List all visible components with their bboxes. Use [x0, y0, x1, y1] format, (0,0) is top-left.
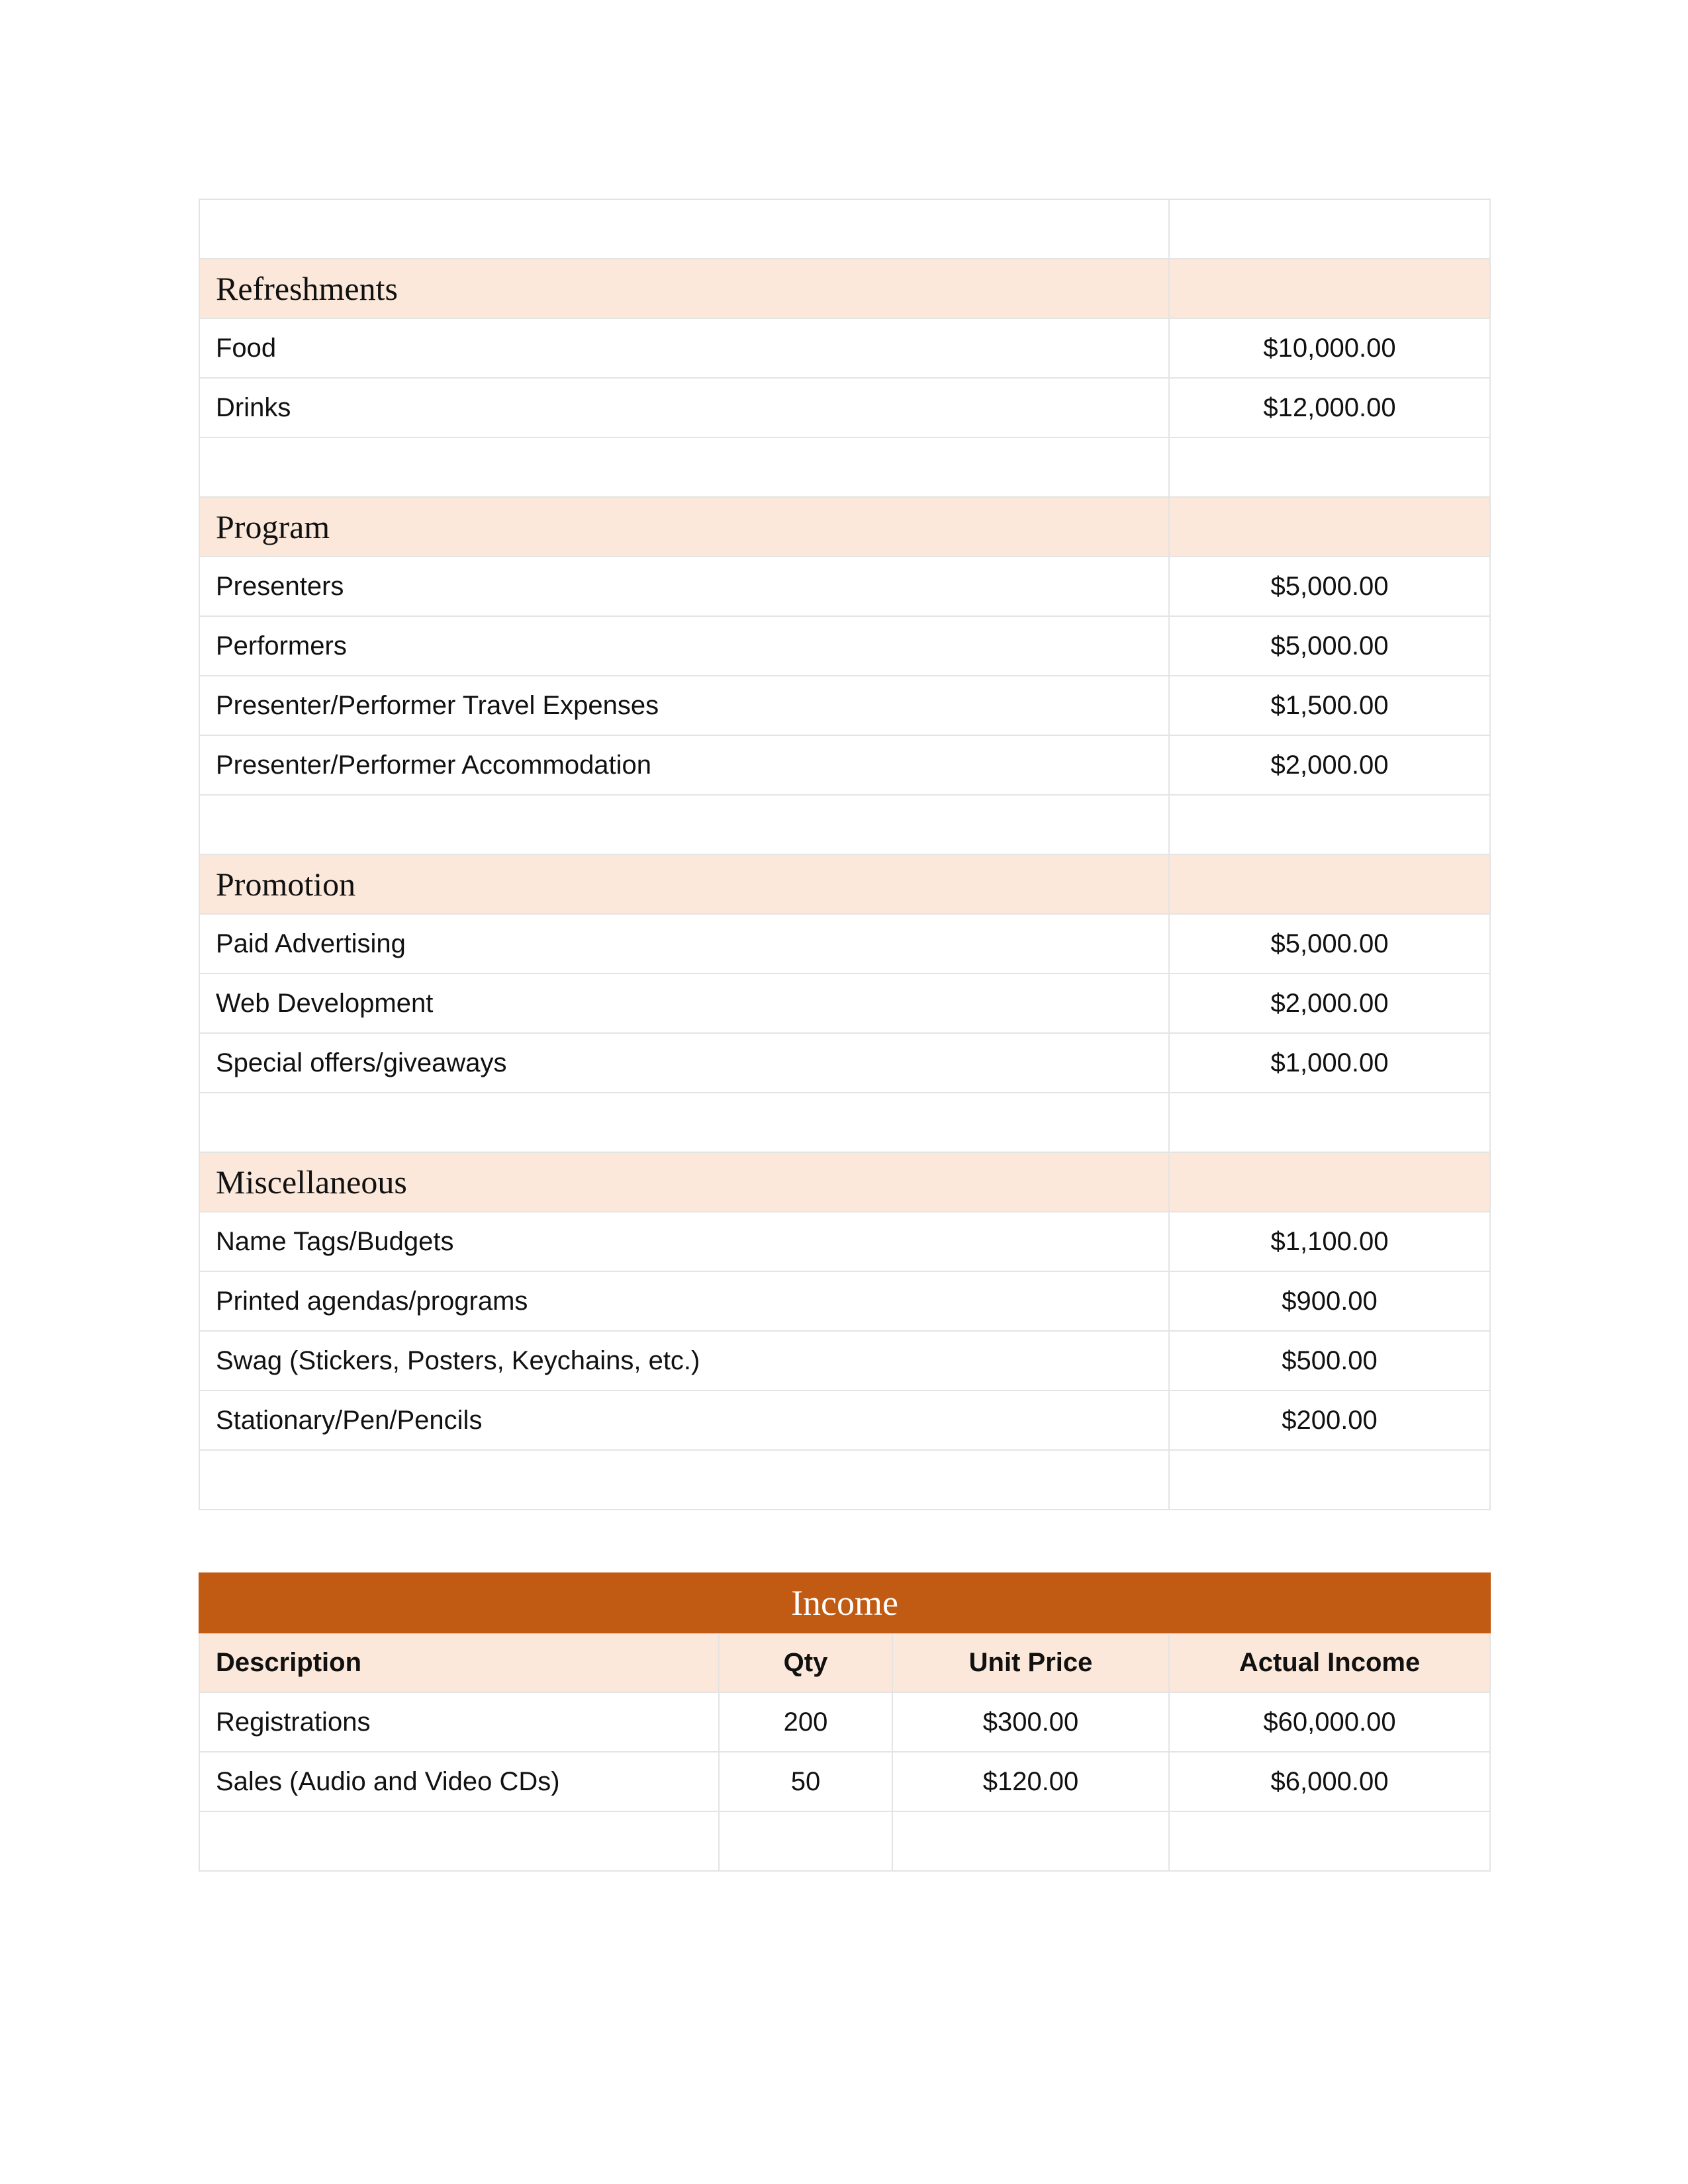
income-description: Sales (Audio and Video CDs) [199, 1752, 719, 1811]
expense-label: Presenter/Performer Accommodation [199, 735, 1169, 795]
expense-row [199, 676, 1490, 735]
section-title: Miscellaneous [199, 1152, 1169, 1212]
blank-cell [199, 199, 1169, 259]
section-header-row [199, 1152, 1490, 1212]
expense-label: Paid Advertising [199, 914, 1169, 974]
blank-row [199, 199, 1490, 259]
section-header-row [199, 497, 1490, 557]
section-header-row [199, 259, 1490, 318]
section-amount-cell [1169, 259, 1490, 318]
income-blank-row [199, 1811, 1490, 1871]
blank-row [199, 1450, 1490, 1510]
expense-row [199, 735, 1490, 795]
income-title-row [199, 1573, 1490, 1633]
header-description: Description [199, 1633, 719, 1692]
expense-row [199, 1271, 1490, 1331]
expense-amount: $1,500.00 [1169, 676, 1490, 735]
income-unit-price: $120.00 [892, 1752, 1169, 1811]
expense-label: Special offers/giveaways [199, 1033, 1169, 1093]
section-title: Program [199, 497, 1169, 557]
expense-amount: $5,000.00 [1169, 557, 1490, 616]
blank-cell [199, 1093, 1169, 1152]
expense-amount: $2,000.00 [1169, 735, 1490, 795]
expense-label: Stationary/Pen/Pencils [199, 1390, 1169, 1450]
income-unit-price: $300.00 [892, 1692, 1169, 1752]
expenses-body [199, 199, 1490, 1510]
header-unit-price: Unit Price [892, 1633, 1169, 1692]
section-amount-cell [1169, 854, 1490, 914]
blank-cell [1169, 1450, 1490, 1510]
income-qty: 50 [719, 1752, 892, 1811]
expense-label: Presenters [199, 557, 1169, 616]
expense-amount: $1,000.00 [1169, 1033, 1490, 1093]
expense-row [199, 974, 1490, 1033]
section-title: Refreshments [199, 259, 1169, 318]
blank-cell [719, 1811, 892, 1871]
expense-label: Food [199, 318, 1169, 378]
blank-cell [892, 1811, 1169, 1871]
blank-cell [199, 437, 1169, 497]
expense-row [199, 318, 1490, 378]
expense-amount: $12,000.00 [1169, 378, 1490, 437]
blank-cell [199, 1811, 719, 1871]
expense-label: Presenter/Performer Travel Expenses [199, 676, 1169, 735]
blank-cell [1169, 1093, 1490, 1152]
income-row [199, 1752, 1490, 1811]
income-description: Registrations [199, 1692, 719, 1752]
blank-cell [199, 795, 1169, 854]
blank-cell [1169, 437, 1490, 497]
expense-amount: $1,100.00 [1169, 1212, 1490, 1271]
blank-row [199, 1093, 1490, 1152]
expense-row [199, 1390, 1490, 1450]
income-row [199, 1692, 1490, 1752]
expense-label: Drinks [199, 378, 1169, 437]
expense-label: Web Development [199, 974, 1169, 1033]
expense-amount: $500.00 [1169, 1331, 1490, 1390]
expense-amount: $900.00 [1169, 1271, 1490, 1331]
blank-row [199, 437, 1490, 497]
section-amount-cell [1169, 1152, 1490, 1212]
header-actual-income: Actual Income [1169, 1633, 1490, 1692]
section-header-row [199, 854, 1490, 914]
blank-cell [199, 1450, 1169, 1510]
expense-label: Performers [199, 616, 1169, 676]
income-actual: $6,000.00 [1169, 1752, 1490, 1811]
income-qty: 200 [719, 1692, 892, 1752]
expense-amount: $5,000.00 [1169, 616, 1490, 676]
expense-amount: $2,000.00 [1169, 974, 1490, 1033]
blank-cell [1169, 795, 1490, 854]
header-qty: Qty [719, 1633, 892, 1692]
budget-page [199, 199, 1489, 1872]
expense-label: Swag (Stickers, Posters, Keychains, etc.) [199, 1331, 1169, 1390]
blank-cell [1169, 199, 1490, 259]
expense-amount: $5,000.00 [1169, 914, 1490, 974]
section-amount-cell [1169, 497, 1490, 557]
section-title: Promotion [199, 854, 1169, 914]
expense-row [199, 616, 1490, 676]
expense-row [199, 1033, 1490, 1093]
expense-row [199, 378, 1490, 437]
expense-row [199, 557, 1490, 616]
income-table [199, 1572, 1491, 1872]
income-actual: $60,000.00 [1169, 1692, 1490, 1752]
blank-cell [1169, 1811, 1490, 1871]
expense-label: Printed agendas/programs [199, 1271, 1169, 1331]
income-header-row [199, 1633, 1490, 1692]
expense-amount: $10,000.00 [1169, 318, 1490, 378]
expense-amount: $200.00 [1169, 1390, 1490, 1450]
expense-row [199, 914, 1490, 974]
expense-row [199, 1331, 1490, 1390]
expense-label: Name Tags/Budgets [199, 1212, 1169, 1271]
expense-row [199, 1212, 1490, 1271]
expenses-table [199, 199, 1491, 1510]
blank-row [199, 795, 1490, 854]
income-title: Income [199, 1573, 1490, 1633]
